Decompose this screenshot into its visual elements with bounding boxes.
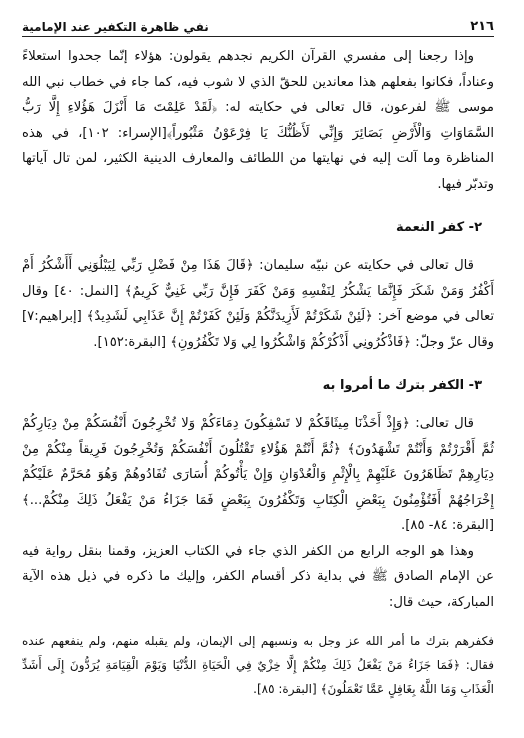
section-heading-kufr-tark: ٣- الكفر بترك ما أمروا به bbox=[322, 378, 482, 393]
page-header bbox=[22, 12, 494, 37]
running-title: نفي ظاهرة التكفير عند الإمامية bbox=[22, 20, 209, 34]
section-kufr-nima-paragraph: قال تعالى في حكايته عن نبيّه سليمان: ﴿قَالَ هَذَا مِنْ فَضْلِ رَبِّي لِيَبْلُوَنِي أَأَشْكُرُ أَمْ أَكْفُرُ وَمَنْ شَكَرَ فَإِنَّمَا يَشْكُرُ لِنَفْسِهِ وَمَنْ كَفَرَ فَإِنَّ رَبِّي غَنِيٌّ كَرِيمٌ﴾ [النمل: ٤٠] وقال تعالى في موضع آخر: ﴿لَئِنْ شَكَرْتُمْ لَأَزِيدَنَّكُمْ وَلَئِنْ كَفَرْتُمْ إِنَّ عَذَابِي لَشَدِيدٌ﴾ [إبراهيم:٧] وقال عزّ وجلّ: ﴿فَاذْكُرُونِي أَذْكُرْكُمْ وَاشْكُرُوا لِي وَلا تَكْفُرُونِ﴾ [البقرة:١٥٢]. bbox=[22, 258, 494, 350]
narration-text: فكفرهم بترك ما أمر الله عز وجل به ونسبهم إلى الإيمان، ولم يقبله منهم، ولم ينفعهم عنده فقال: ﴿فَمَا جَزَاءُ مَنْ يَفْعَلُ ذَلِكَ مِنْكُمْ إِلَّا خِزْيٌ فِي الْحَيَاةِ الدُّنْيَا وَيَوْمَ الْقِيَامَةِ يُرَدُّونَ إِلَى أَشَدِّ الْعَذَابِ وَمَا اللَّهُ بِغَافِلٍ عَمَّا تَعْمَلُونَ﴾ [البقرة: ٨٥]. bbox=[22, 634, 494, 696]
page-body bbox=[22, 44, 494, 701]
narration-block bbox=[22, 629, 494, 701]
page-number: ٢١٦ bbox=[470, 19, 494, 34]
section-heading-kufr-nima: ٢- كفر النعمة bbox=[396, 220, 482, 235]
intro-paragraph: وإذا رجعنا إلى مفسري القرآن الكريم نجدهم يقولون: هؤلاء إنّما جحدوا استعلاءً وعناداً، فكانوا بفعلهم هذا معاندين للحقّ الذي لا شوب فيه، كما جاء في خطاب نبي الله موسى ﷺ لفرعون، قال تعالى في حكايته له: ﴿لَقَدْ عَلِمْتَ مَا أَنْزَلَ هَؤُلاءِ إِلَّا رَبُّ السَّمَاوَاتِ وَالْأَرْضِ بَصَائِرَ وَإِنِّي لَأَظُنُّكَ يَا فِرْعَوْنُ مَثْبُوراً﴾[الإسراء: ١٠٢]، في هذه المناظرة وما آلت إليه في نهايتها من اللطائف والمعارف الدينية الكثير، لمن تال آياتها وتدبّر فيها. bbox=[22, 49, 495, 192]
section-kufr-tark-paragraph: قال تعالى: ﴿وَإِذْ أَخَذْنَا مِيثَاقَكُمْ لا تَسْفِكُونَ دِمَاءَكُمْ وَلا تُخْرِجُونَ أَنْفُسَكُمْ مِنْ دِيَارِكُمْ ثُمَّ أَقْرَرْتُمْ وَأَنْتُمْ تَشْهَدُونَ﴾ ﴿ثُمَّ أَنْتُمْ هَؤُلاءِ تَقْتُلُونَ أَنْفُسَكُمْ وَتُخْرِجُونَ فَرِيقاً مِنْكُمْ مِنْ دِيَارِهِمْ تَظَاهَرُونَ عَلَيْهِمْ بِالْإِثْمِ وَالْعُدْوَانِ وَإِنْ يَأْتُوكُمْ أُسَارَى تُفَادُوهُمْ وَهُوَ مُحَرَّمٌ عَلَيْكُمْ إِخْرَاجُهُمْ أَفَتُؤْمِنُونَ بِبَعْضِ الْكِتَابِ وَتَكْفُرُونَ بِبَعْضٍ فَمَا جَزَاءُ مَنْ يَفْعَلُ ذَلِكَ مِنْكُمْ...﴾ [البقرة: ٨٤- ٨٥]. bbox=[22, 416, 494, 533]
section-kufr-tark-paragraph-2: وهذا هو الوجه الرابع من الكفر الذي جاء في الكتاب العزيز، وقمنا بنقل رواية فيه عن الإمام الصادق ﷺ في بداية ذكر أقسام الكفر، وإليك ما ذكره في ذيل هذه الآية المباركة، حيث قال: bbox=[22, 543, 494, 610]
